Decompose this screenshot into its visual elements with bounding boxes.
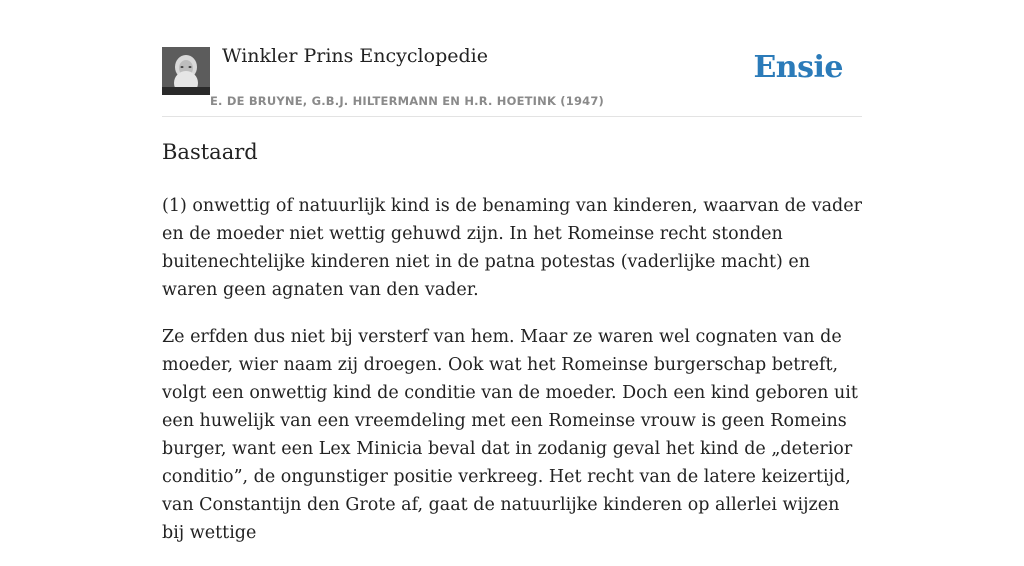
article-paragraph: Ze erfden dus niet bij versterf van hem. Maar ze waren wel cognaten van de moeder, wier naam zij droegen. Ook wat het Romeinse burgerschap betreft, volgt een onwettig kind de conditie van de moeder. Doch een kind geboren uit een huwelijk van een vreemdeling met een Romeinse vrouw is geen Romeins burger, want een Lex Minicia beval dat in zodanig geval het kind de „deterior conditio”, de ongunstiger positie verkreeg. Het recht van de latere keizertijd, van Constantijn den Grote af, gaat de natuurlijke kinderen op allerlei wijzen bij wettige xyxy=(162,327,858,543)
source-header xyxy=(162,0,862,117)
article-title: Bastaard xyxy=(162,140,258,164)
portrait-image xyxy=(162,47,210,95)
page-container xyxy=(162,0,862,543)
source-title[interactable]: Winkler Prins Encyclopedie xyxy=(222,45,488,67)
ensie-logo[interactable]: Ensie xyxy=(753,50,843,85)
article-paragraph: (1) onwettig of natuurlijk kind is de benaming van kinderen, waarvan de vader en de moeder niet wettig gehuwd zijn. In het Romeinse recht stonden buitenechtelijke kinderen niet in de patna potestas (vaderlijke macht) en waren geen agnaten van den vader. xyxy=(162,196,862,300)
source-authors: E. DE BRUYNE, G.B.J. HILTERMANN EN H.R. HOETINK (1947) xyxy=(210,94,605,108)
author-avatar[interactable] xyxy=(162,47,210,95)
article-body xyxy=(162,192,862,566)
